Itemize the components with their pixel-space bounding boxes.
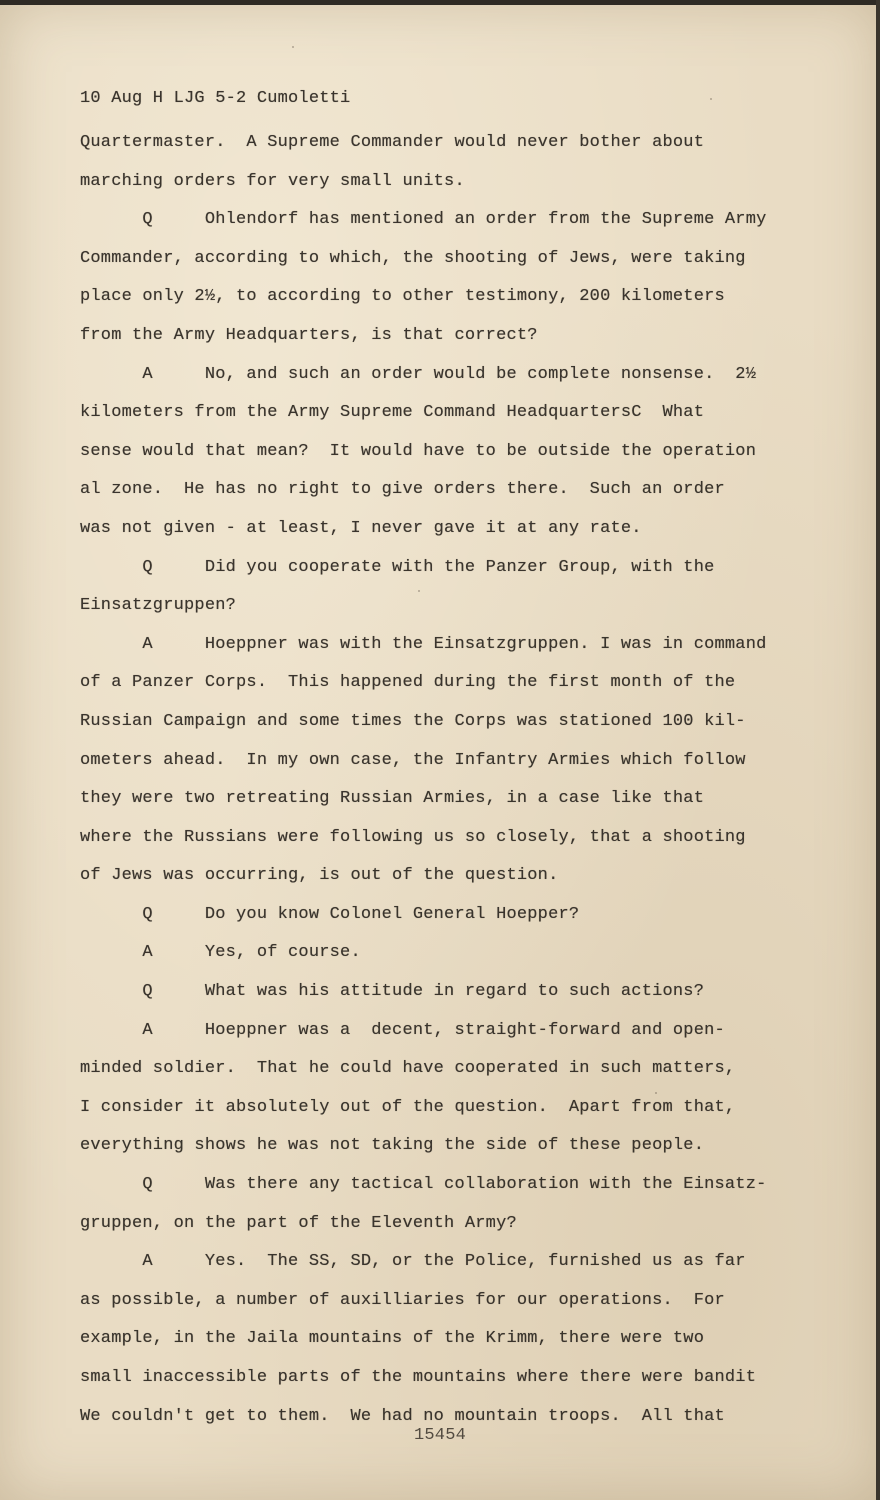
text-line: kilometers from the Army Supreme Command HeadquartersC What — [80, 403, 705, 423]
text-line: Q Do you know Colonel General Hoepper? — [80, 904, 580, 924]
text-line: Q Was there any tactical collaboration with the Einsatz- — [80, 1175, 767, 1195]
text-line: We couldn't get to them. We had no mountain troops. All that — [80, 1406, 725, 1426]
text-line: they were two retreating Russian Armies, in a case like that — [80, 789, 705, 809]
text-line: ometers ahead. In my own case, the Infantry Armies which follow — [80, 750, 746, 770]
paper-speck — [710, 98, 712, 100]
text-line: A No, and such an order would be complete nonsense. 2½ — [80, 364, 757, 384]
text-line: was not given - at least, I never gave it at any rate. — [80, 518, 642, 538]
text-line: place only 2½, to according to other testimony, 200 kilometers — [80, 287, 725, 307]
text-line: where the Russians were following us so closely, that a shooting — [80, 827, 746, 847]
text-line: A Hoeppner was with the Einsatzgruppen. I was in command — [80, 634, 767, 654]
text-line: A Yes, of course. — [80, 943, 361, 963]
text-line: minded soldier. That he could have cooperated in such matters, — [80, 1059, 736, 1079]
transcript-body — [80, 84, 840, 1436]
text-line: Commander, according to which, the shooting of Jews, were taking — [80, 248, 746, 268]
text-line: as possible, a number of auxilliaries for our operations. For — [80, 1290, 725, 1310]
text-line: Q What was his attitude in regard to such actions? — [80, 982, 705, 1002]
document-header: 10 Aug H LJG 5-2 Cumoletti — [80, 89, 351, 108]
text-line: of a Panzer Corps. This happened during the first month of the — [80, 673, 736, 693]
text-line: example, in the Jaila mountains of the Krimm, there were two — [80, 1329, 705, 1349]
page-right-edge — [876, 0, 880, 1500]
text-line: A Yes. The SS, SD, or the Police, furnished us as far — [80, 1252, 746, 1272]
text-line: from the Army Headquarters, is that correct? — [80, 325, 538, 345]
text-line: A Hoeppner was a decent, straight-forward and open- — [80, 1020, 725, 1040]
text-line: Russian Campaign and some times the Corps was stationed 100 kil- — [80, 711, 746, 731]
text-line: sense would that mean? It would have to be outside the operation — [80, 441, 757, 461]
text-line: of Jews was occurring, is out of the question. — [80, 866, 559, 886]
text-line: Q Did you cooperate with the Panzer Group, with the — [80, 557, 715, 577]
text-line: I consider it absolutely out of the question. Apart from that, — [80, 1097, 736, 1117]
text-line: small inaccessible parts of the mountains where there were bandit — [80, 1368, 757, 1387]
text-line: Quartermaster. A Supreme Commander would never bother about — [80, 133, 705, 152]
text-line: marching orders for very small units. — [80, 171, 465, 191]
paper-speck — [292, 46, 294, 48]
text-line: gruppen, on the part of the Eleventh Army? — [80, 1213, 517, 1233]
text-line: Einsatzgruppen? — [80, 596, 237, 616]
paper-speck — [655, 1092, 657, 1094]
paper-speck — [418, 590, 420, 592]
text-line: Q Ohlendorf has mentioned an order from the Supreme Army — [80, 210, 767, 230]
text-line: everything shows he was not taking the side of these people. — [80, 1136, 705, 1156]
page-top-edge — [0, 0, 880, 5]
text-line: al zone. He has no right to give orders there. Such an order — [80, 480, 725, 500]
page-number: 15454 — [413, 1426, 466, 1445]
